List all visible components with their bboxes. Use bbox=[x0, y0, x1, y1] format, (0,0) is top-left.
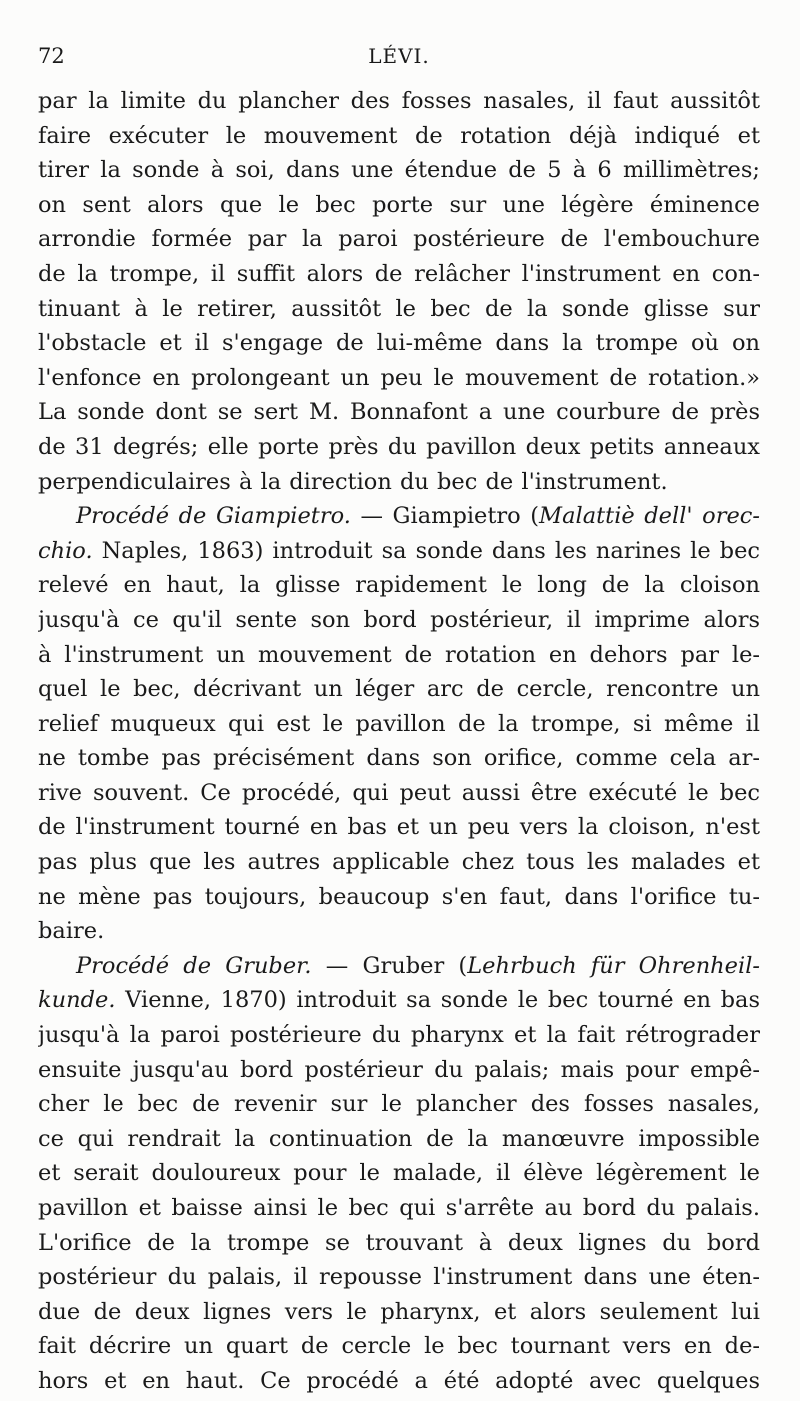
text-segment: ne tombe pas précisément dans son orifice, comme cela ar- bbox=[38, 745, 760, 772]
page-header bbox=[38, 38, 760, 76]
text-segment: on sent alors que le bec porte sur une légère éminence bbox=[38, 191, 760, 218]
text-line bbox=[38, 707, 760, 742]
text-segment: Vienne, 1870) introduit sa sonde le bec tourné en bas bbox=[115, 987, 760, 1014]
italic-text: Procédé de Gruber. bbox=[76, 952, 312, 979]
text-line bbox=[38, 810, 760, 845]
text-segment: tirer la sonde à soi, dans une étendue de 5 à 6 millimètres; bbox=[38, 157, 760, 184]
text-line bbox=[38, 1260, 760, 1295]
text-line bbox=[38, 1191, 760, 1226]
text-segment: pas plus que les autres applicable chez tous les malades et bbox=[38, 849, 760, 876]
text-segment: quel le bec, décrivant un léger arc de cercle, rencontre un bbox=[38, 676, 760, 703]
text-line bbox=[38, 1295, 760, 1330]
text-segment: relevé en haut, la glisse rapidement le long de la cloison bbox=[38, 572, 760, 599]
italic-text: Malattiè dell' orec- bbox=[539, 503, 760, 530]
body-text bbox=[38, 84, 760, 1399]
text-segment: par la limite du plancher des fosses nasales, il faut aussitôt bbox=[38, 88, 760, 114]
text-segment: ce qui rendrait la continuation de la manœuvre impossible bbox=[38, 1125, 760, 1152]
text-segment: tinuant à le retirer, aussitôt le bec de la sonde glisse sur bbox=[38, 295, 760, 322]
text-line bbox=[38, 1053, 760, 1088]
text-segment: ensuite jusqu'au bord postérieur du palais; mais pour empê- bbox=[38, 1056, 760, 1083]
text-line bbox=[38, 949, 760, 984]
text-segment: jusqu'à la paroi postérieure du pharynx et la fait rétrograder bbox=[38, 1022, 760, 1049]
text-line bbox=[38, 880, 760, 915]
text-line bbox=[38, 603, 760, 638]
text-line bbox=[38, 568, 760, 603]
text-line bbox=[38, 983, 760, 1018]
text-segment: pavillon et baisse ainsi le bec qui s'arrête au bord du palais. bbox=[38, 1195, 760, 1221]
text-line bbox=[38, 1329, 760, 1364]
text-line bbox=[38, 499, 760, 534]
text-line bbox=[38, 222, 760, 257]
text-segment: de 31 degrés; elle porte près du pavillon deux petits anneaux bbox=[38, 433, 760, 460]
text-segment: fait décrire un quart de cercle le bec tournant vers en de- bbox=[38, 1333, 760, 1360]
text-line bbox=[38, 465, 760, 500]
text-segment: jusqu'à ce qu'il sente son bord postérieur, il imprime alors bbox=[38, 606, 760, 633]
text-segment: hors et en haut. Ce procédé a été adopté avec quelques bbox=[38, 1367, 760, 1394]
text-line bbox=[38, 1018, 760, 1053]
italic-text: chio. bbox=[38, 537, 93, 564]
text-segment: et serait douloureux pour le malade, il élève légèrement le bbox=[38, 1160, 760, 1187]
text-line bbox=[38, 84, 760, 119]
italic-text: Procédé de Giampietro. bbox=[76, 503, 351, 530]
running-head: LÉVI. bbox=[368, 44, 430, 68]
text-segment: La sonde dont se sert M. Bonnafont a une courbure de près bbox=[38, 399, 760, 426]
text-segment: postérieur du palais, il repousse l'instrument dans une éten- bbox=[38, 1264, 760, 1291]
text-line bbox=[38, 1364, 760, 1399]
text-segment: à l'instrument un mouvement de rotation en dehors par le- bbox=[38, 641, 760, 668]
text-line bbox=[38, 914, 760, 949]
text-segment: arrondie formée par la paroi postérieure de l'embouchure bbox=[38, 226, 760, 253]
text-segment: Naples, 1863) introduit sa sonde dans les narines le bec bbox=[92, 537, 760, 564]
text-line bbox=[38, 395, 760, 430]
italic-text: kunde. bbox=[38, 987, 116, 1014]
text-line bbox=[38, 534, 760, 569]
text-segment: perpendiculaires à la direction du bec de l'instrument. bbox=[38, 468, 668, 495]
text-line bbox=[38, 361, 760, 396]
text-line bbox=[38, 119, 760, 154]
text-line bbox=[38, 1122, 760, 1157]
text-segment: due de deux lignes vers le pharynx, et alors seulement lui bbox=[38, 1298, 760, 1325]
italic-text: Lehrbuch für Ohrenheil- bbox=[467, 952, 760, 979]
text-line bbox=[38, 1156, 760, 1191]
text-segment: l'obstacle et il s'engage de lui-même dans la trompe où on bbox=[38, 330, 760, 357]
text-line bbox=[38, 845, 760, 880]
text-segment: baire. bbox=[38, 918, 105, 945]
text-segment: — Gruber ( bbox=[311, 952, 468, 979]
text-segment: l'enfonce en prolongeant un peu le mouvement de rotation.» bbox=[38, 364, 760, 391]
text-line bbox=[38, 153, 760, 188]
text-segment: cher le bec de revenir sur le plancher des fosses nasales, bbox=[38, 1091, 760, 1118]
text-segment: ne mène pas toujours, beaucoup s'en faut, dans l'orifice tu- bbox=[38, 883, 760, 910]
text-segment: rive souvent. Ce procédé, qui peut aussi être exécuté le bec bbox=[38, 779, 760, 806]
text-line bbox=[38, 430, 760, 465]
text-line bbox=[38, 326, 760, 361]
text-line bbox=[38, 672, 760, 707]
text-line bbox=[38, 292, 760, 327]
text-line bbox=[38, 741, 760, 776]
text-line bbox=[38, 776, 760, 811]
text-line bbox=[38, 188, 760, 223]
text-line bbox=[38, 1087, 760, 1122]
text-segment: de la trompe, il suffit alors de relâcher l'instrument en con- bbox=[38, 260, 760, 287]
page-number: 72 bbox=[38, 44, 65, 68]
text-segment: de l'instrument tourné en bas et un peu vers la cloison, n'est bbox=[38, 814, 760, 841]
text-segment: faire exécuter le mouvement de rotation déjà indiqué et bbox=[38, 122, 760, 149]
text-line bbox=[38, 638, 760, 673]
text-segment: — Giampietro ( bbox=[350, 503, 540, 530]
text-line bbox=[38, 257, 760, 292]
text-segment: relief muqueux qui est le pavillon de la trompe, si même il bbox=[38, 710, 760, 737]
text-line bbox=[38, 1226, 760, 1261]
text-segment: L'orifice de la trompe se trouvant à deux lignes du bord bbox=[38, 1229, 760, 1256]
